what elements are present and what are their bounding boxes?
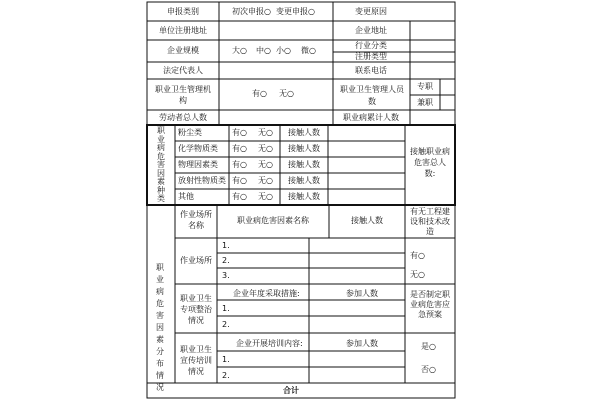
scale-option-small[interactable]: 小○ <box>276 46 291 55</box>
oh-mgmt-staff-label: 职业卫生管理人员数 <box>340 85 404 106</box>
enterprise-scale-label: 企业规模 <box>167 46 199 55</box>
contact-phone-label: 联系电话 <box>355 66 387 75</box>
declaration-type-label: 申报类别 <box>167 7 199 16</box>
hazard-dust-has-radio[interactable]: 有○ <box>232 128 247 137</box>
parttime-label: 兼职 <box>417 98 433 107</box>
scale-option-micro[interactable]: 微○ <box>301 46 316 55</box>
emergency-no-radio[interactable]: 否○ <box>421 365 436 374</box>
emergency-yes-radio[interactable]: 是○ <box>421 342 436 351</box>
hazard-category-dust: 粉尘类 <box>178 128 202 137</box>
workplace-name-label: 作业场所名称 <box>180 210 212 230</box>
oh-org-none-radio[interactable]: 无○ <box>279 89 294 98</box>
rectification-participants-label: 参加人数 <box>346 289 378 298</box>
hazard-physical-has-radio[interactable]: 有○ <box>232 160 247 169</box>
engineering-has-radio[interactable]: 有○ <box>410 251 425 260</box>
hazard-dust-none-radio[interactable]: 无○ <box>258 128 273 137</box>
enterprise-address-label: 企业地址 <box>355 26 387 35</box>
hazard-other-has-radio[interactable]: 有○ <box>232 192 247 201</box>
workplace-item-3: 3. <box>222 271 230 280</box>
scale-option-medium[interactable]: 中○ <box>256 46 271 55</box>
training-item-1: 1. <box>222 355 230 364</box>
registration-type-label: 注册类型 <box>355 52 387 61</box>
oh-org-has-radio[interactable]: 有○ <box>252 89 267 98</box>
hazard-section-title: 职业病危害因素种类 <box>157 126 165 203</box>
training-content-label: 企业开展培训内容: <box>236 339 303 348</box>
hazard-chemical-exposure-label: 接触人数 <box>288 144 320 153</box>
annual-measures-label: 企业年度采取措施: <box>233 289 300 298</box>
hazard-category-radioactive: 放射性物质类 <box>178 176 226 185</box>
fulltime-label: 专职 <box>417 82 433 91</box>
training-label: 职业卫生宣传培训情况 <box>180 345 212 376</box>
training-item-2: 2. <box>222 371 230 380</box>
total-label: 合计 <box>283 386 299 395</box>
cumulative-patients-label: 职业病累计人数 <box>343 113 399 122</box>
hazard-category-physical: 物理因素类 <box>178 160 218 169</box>
engineering-label: 有无工程建设和技术改造 <box>410 207 450 236</box>
scale-option-large[interactable]: 大○ <box>232 46 247 55</box>
rectification-item-1: 1. <box>222 304 230 313</box>
engineering-none-radio[interactable]: 无○ <box>410 270 425 279</box>
workplace-item-1: 1. <box>222 241 230 250</box>
distribution-title: 职业病危害因素分布情况 <box>156 263 164 392</box>
rectification-item-2: 2. <box>222 320 230 329</box>
hazard-category-other: 其他 <box>178 192 194 201</box>
hazard-dust-exposure-label: 接触人数 <box>288 128 320 137</box>
training-participants-label: 参加人数 <box>346 339 378 348</box>
hazard-physical-exposure-label: 接触人数 <box>288 160 320 169</box>
hazard-radioactive-exposure-label: 接触人数 <box>288 176 320 185</box>
hazard-chemical-none-radio[interactable]: 无○ <box>258 144 273 153</box>
hazard-chemical-has-radio[interactable]: 有○ <box>232 144 247 153</box>
hazard-radioactive-none-radio[interactable]: 无○ <box>258 176 273 185</box>
registered-address-label: 单位注册地址 <box>159 26 207 35</box>
workplace-label: 作业场所 <box>180 256 212 265</box>
total-exposed-label: 接触职业病危害总人数: <box>410 147 450 178</box>
industry-label: 行业分类 <box>355 41 387 50</box>
hazard-physical-none-radio[interactable]: 无○ <box>258 160 273 169</box>
workplace-item-2: 2. <box>222 256 230 265</box>
hazard-other-none-radio[interactable]: 无○ <box>258 192 273 201</box>
total-workers-label: 劳动者总人数 <box>159 113 207 122</box>
initial-declaration-radio[interactable]: 初次申报○ <box>232 7 271 16</box>
oh-mgmt-org-label: 职业卫生管理机构 <box>155 85 211 105</box>
hazard-category-chemical: 化学物质类 <box>178 144 218 153</box>
change-reason-label: 变更原因 <box>355 7 387 16</box>
hazard-other-exposure-label: 接触人数 <box>288 192 320 201</box>
hazard-name-label: 职业病危害因素名称 <box>237 216 309 225</box>
special-rectification-label: 职业卫生专项整治情况 <box>180 294 212 325</box>
legal-rep-label: 法定代表人 <box>163 66 203 75</box>
change-declaration-radio[interactable]: 变更申报○ <box>276 7 315 16</box>
hazard-radioactive-has-radio[interactable]: 有○ <box>232 176 247 185</box>
distribution-exposure-label: 接触人数 <box>351 216 383 225</box>
emergency-plan-label: 是否制定职业病危害应急预案 <box>410 290 450 319</box>
